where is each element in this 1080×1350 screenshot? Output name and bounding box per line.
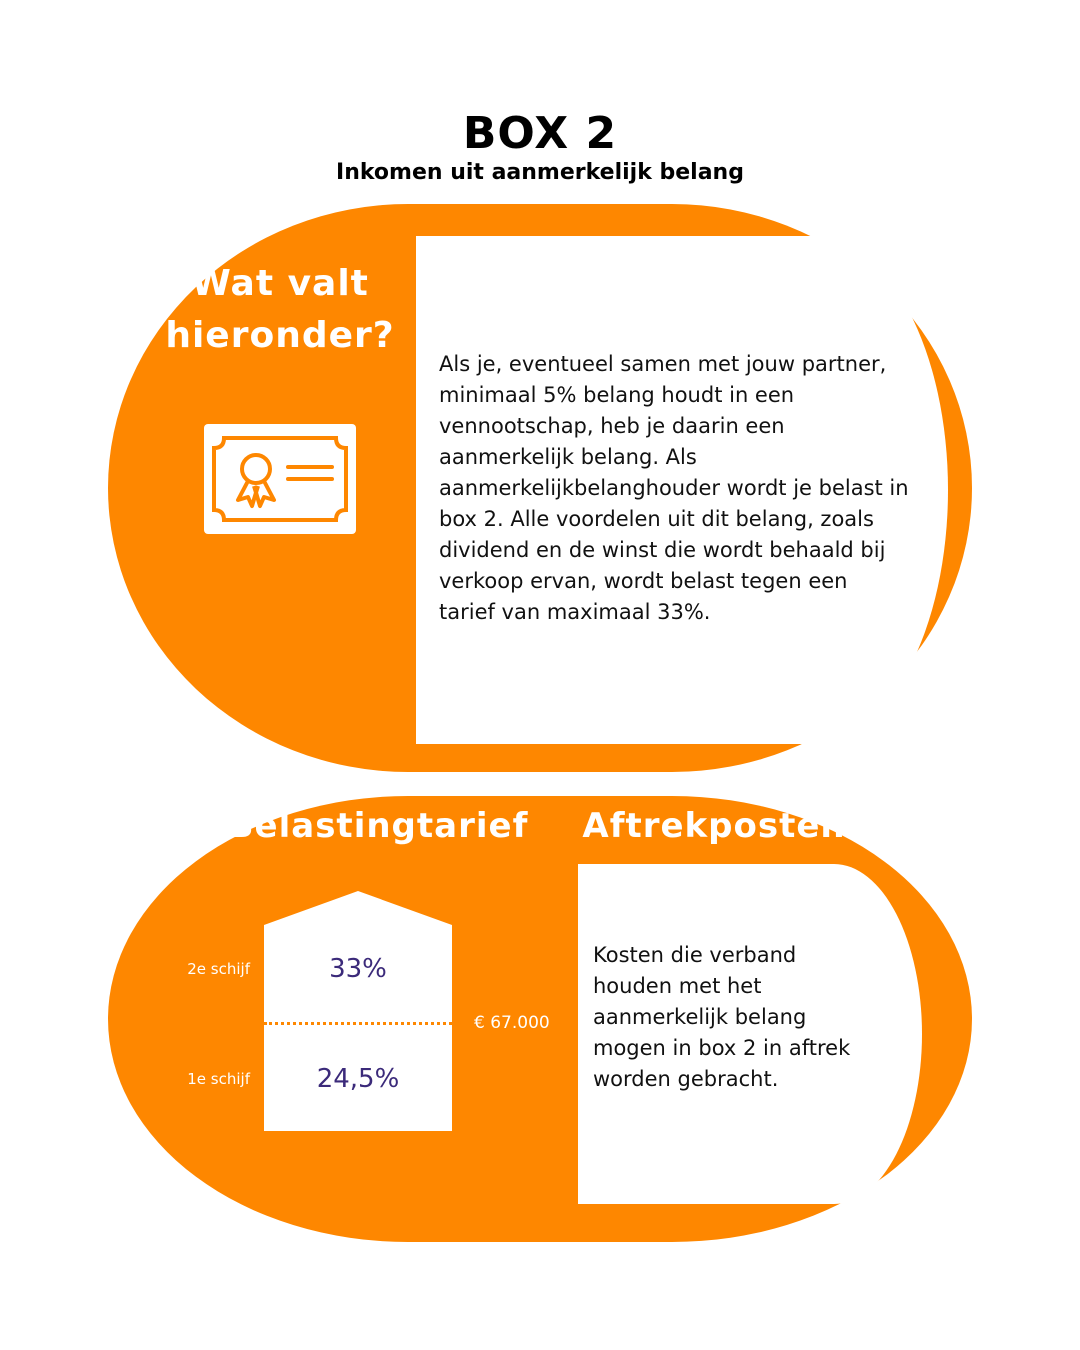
bracket-1-rate: 24,5% bbox=[316, 1064, 400, 1094]
bracket-2-label: 2e schijf bbox=[187, 960, 250, 978]
deductions-heading: Aftrekposten bbox=[582, 806, 846, 846]
tax-bracket-house bbox=[264, 891, 452, 1131]
page-subtitle: Inkomen uit aanmerkelijk belang bbox=[336, 160, 744, 185]
what-falls-under-heading: Wat valt hieronder? bbox=[165, 263, 395, 356]
bracket-1-label: 1e schijf bbox=[187, 1070, 250, 1088]
top-description: Als je, eventueel samen met jouw partner, minimaal 5% belang houdt in een vennootschap, heb je daarin een aanmerkelijk belang. Als aanmerkelijkbelanghouder wordt je belast in box 2. Alle voordelen uit dit belang, zoals dividend en de winst die wordt behaald bij verkoop ervan, wordt belast tegen een tarief van maximaal 33%. bbox=[439, 352, 909, 624]
bracket-threshold-label: € 67.000 bbox=[474, 1013, 550, 1033]
deductions-description: Kosten die verband houden met het aanmerkelijk belang mogen in box 2 in aftrek worden gebracht. bbox=[593, 943, 851, 1091]
page-title: BOX 2 bbox=[462, 108, 618, 159]
certificate-icon bbox=[204, 424, 356, 534]
bracket-2-rate: 33% bbox=[329, 954, 387, 984]
tax-rate-heading: Belastingtarief bbox=[227, 806, 529, 846]
bracket-divider-line bbox=[264, 1022, 452, 1025]
